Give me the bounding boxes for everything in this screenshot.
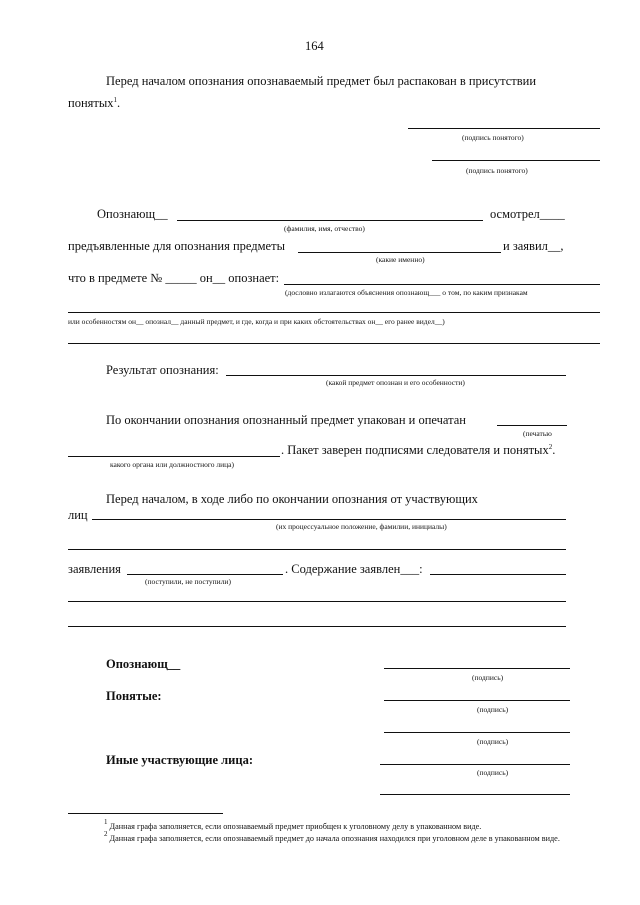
result-label: Результат опознания: [106, 363, 219, 377]
identifier-name-line [177, 220, 483, 221]
participants-label: лиц [68, 508, 88, 522]
item-number-line [284, 284, 600, 285]
identifier-hint: (фамилия, имя, отчество) [284, 224, 365, 233]
signature-hint-2: (подпись) [477, 705, 509, 714]
statements-hint: (поступили, не поступили) [145, 577, 231, 586]
statements-content-line [430, 574, 566, 575]
signature-hint-3: (подпись) [477, 737, 509, 746]
statements-line-3 [68, 626, 566, 627]
participants-line [92, 519, 566, 520]
packing-authority-line [68, 456, 280, 457]
signature-line-5 [380, 794, 570, 795]
statements-status-line [127, 574, 283, 575]
result-line [226, 375, 566, 376]
participants-line-1: Перед началом, в ходе либо по окончании опознания от участвующих [106, 492, 478, 506]
signature-identifier-label: Опознающ__ [106, 657, 181, 671]
footnote-ref-1: 1 [113, 96, 117, 104]
explanation-line-2 [68, 343, 600, 344]
packing-label: По окончании опознания опознанный предмет упакован и опечатан [106, 413, 466, 427]
explanation-line-1 [68, 312, 600, 313]
item-number-label: что в предмете № _____ он__ опознает: [68, 271, 280, 285]
result-hint: (какой предмет опознан и его особенности) [326, 378, 465, 387]
identifier-label: Опознающ__ [97, 207, 168, 221]
signature-line-2 [384, 700, 570, 701]
statements-content-label: . Содержание заявлен___: [285, 562, 423, 576]
page-number: 164 [305, 39, 324, 53]
items-hint: (какие именно) [376, 255, 425, 264]
signature-line-1 [384, 668, 570, 669]
intro-line-1: Перед началом опознания опознаваемый предмет был распакован в присутствии [106, 74, 537, 88]
intro-line-2: понятых$^1$. [68, 96, 121, 110]
signature-line-3 [384, 732, 570, 733]
signature-hint-4: (подпись) [477, 768, 509, 777]
packing-hint-left: какого органа или должностного лица) [110, 460, 234, 469]
identifier-verb: осмотрел____ [490, 207, 565, 221]
packing-seal-line [497, 425, 567, 426]
witness-signature-line-1 [408, 128, 600, 129]
statements-label: заявления [68, 562, 121, 576]
witness-signature-hint-2: (подпись понятого) [466, 166, 528, 175]
items-label: предъявленные для опознания предметы [68, 239, 285, 253]
item-number-hint: (дословно излагаются объяснения опознающ___ о том, по каким признакам [285, 288, 528, 297]
packing-sealed: . Пакет заверен подписями следователя и понятых$^2$. [281, 443, 556, 457]
footnote-separator [68, 813, 223, 814]
signature-witnesses-label: Понятые: [106, 689, 162, 703]
participants-hint: (их процессуальное положение, фамилии, инициалы) [276, 522, 447, 531]
footnote-ref-2: 2 [548, 443, 553, 451]
signature-hint-1: (подпись) [472, 673, 504, 682]
witness-signature-line-2 [432, 160, 600, 161]
participants-line-2 [68, 549, 566, 550]
explanation-hint: или особенностям он__ опознал__ данный предмет, и где, когда и при каких обстоятельствах он__ его ранее видел__) [68, 317, 445, 326]
packing-hint-right: (печатью [523, 429, 552, 438]
witness-signature-hint-1: (подпись понятого) [462, 133, 524, 142]
footnote-2: $^2$ Данная графа заполняется, если опознаваемый предмет до начала опознания находился при уголовном деле в упакованном виде. [104, 830, 560, 843]
items-line [298, 252, 501, 253]
items-tail: и заявил__, [503, 239, 564, 253]
statements-line-2 [68, 601, 566, 602]
signature-line-4 [380, 764, 570, 765]
signature-others-label: Иные участвующие лица: [106, 753, 253, 767]
footnote-1: $^1$ Данная графа заполняется, если опознаваемый предмет приобщен к уголовному делу в упакованном виде. [104, 818, 482, 831]
